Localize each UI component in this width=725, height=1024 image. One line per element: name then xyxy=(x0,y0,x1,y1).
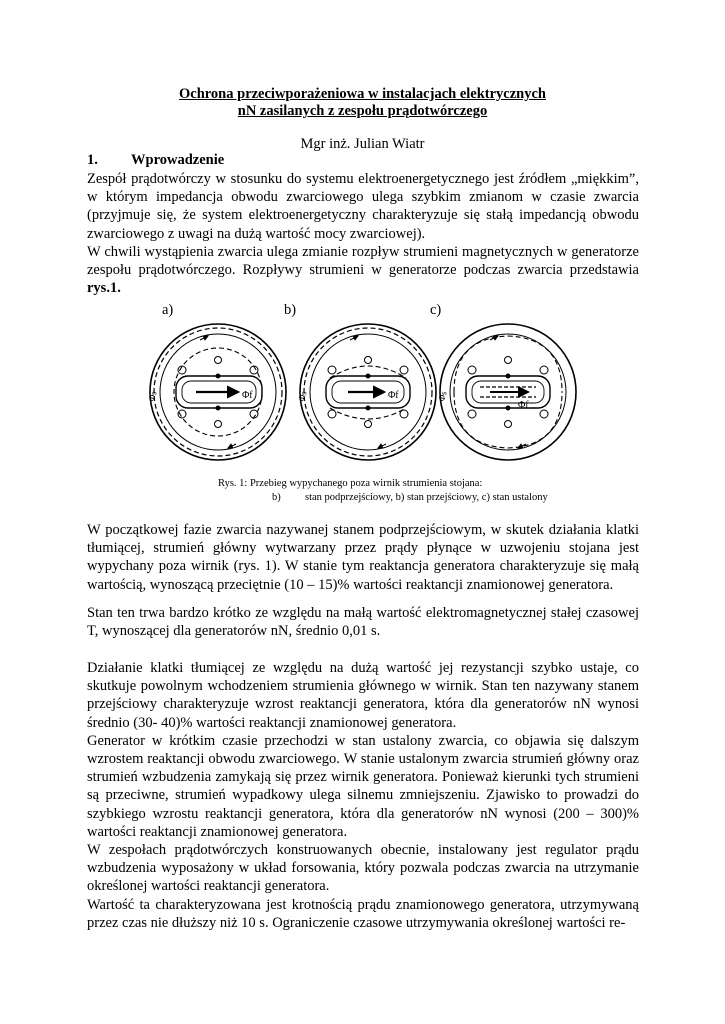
caption-item-text: stan podprzejściowy, b) stan przejściowy, c) stan ustalony xyxy=(305,492,548,503)
paragraph-5: W zespołach prądotwórczych konstruowanych obecnie, instalowany jest regulator prądu wzbudzenia wyposażony w układ forsowania, który pozwala podczas zwarcia na utrzymanie określonej wartości reaktancji generatora. xyxy=(87,842,639,895)
section-number: 1. xyxy=(87,152,98,168)
diagram-b xyxy=(296,324,436,460)
figure-label-a: a) xyxy=(162,302,174,318)
caption-item-marker: b) xyxy=(272,492,281,503)
flux-stator-label-c: Φs xyxy=(436,390,449,403)
title-line-2: nN zasilanych z zespołu prądotwórczego xyxy=(237,103,488,119)
figure-label-b: b) xyxy=(284,302,297,318)
paragraph-4: Generator w krótkim czasie przechodzi w stan ustalony zwarcia, co objawia się dalszym wzrostem reaktancji obwodu zwarciowego. W stanie ustalonym zwarcia strumień główny oraz strumień wzbudzenia zamykają się przez wirnik generatora. Ponieważ kierunki tych strumieni są przeciwne, strumień wypadkowy ulega silnemu zmniejszeniu. Zjawisko to prowadzi do szybkiego wzrostu reaktancji generatora, która dla generatorów nN wynosi (200 – 300)% wartości reaktancji znamionowej generatora. xyxy=(87,732,639,840)
intro-paragraph-2-text: W chwili wystąpienia zwarcia ulega zmianie rozpływ strumieni magnetycznych w generatorze zespołu prądotwórczego. Rozpływy strumieni w generatorze podczas zwarcia przedstawia xyxy=(87,243,639,279)
intro-block xyxy=(87,170,639,297)
generator-flux-figure xyxy=(140,318,580,468)
flux-stator-label-a: Φs xyxy=(146,390,159,403)
section-heading xyxy=(87,152,224,169)
diagram-a xyxy=(146,324,286,460)
paragraph-3: Działanie klatki tłumiącej ze względu na dużą wartość jej rezystancji szybko ustaje, co skutkuje powolnym wchodzeniem strumienia głównego w wirnik. Stan ten nazywany stanem przejściowy charakteryzuje wzrost reaktancji generatora, która dla generatorów nN wynosi średnio (30- 40)% wartości reaktancji znamionowej generatora. xyxy=(87,660,639,731)
flux-stator-label-b: Φs xyxy=(296,390,309,403)
body-block xyxy=(87,659,639,932)
paragraph-1: W początkowej fazie zwarcia nazywanej stanem podprzejściowym, w skutek działania klatki tłumiącej, strumień główny wytwarzany przez prądy płynące w uzwojeniu stojana jest wypychany poza wirnik (rys. 1). W stanie tym reaktancja generatora charakteryzuje się małą wartością, wynoszącą przeciętnie (10 – 15)% wartości reaktancji znamionowej generatora. xyxy=(87,522,639,593)
flux-rotor-label-c: Φf xyxy=(518,400,529,411)
figure-caption-line-2 xyxy=(272,491,548,505)
diagram-c xyxy=(436,324,576,460)
section-title: Wprowadzenie xyxy=(131,152,225,168)
intro-paragraph-1: Zespół prądotwórczy w stosunku do systemu elektroenergetycznego jest źródłem „miękkim”, w którym impedancja obwodu zwarciowego ulega szybkim zmianom w czasie zwarcia (przyjmuje się, że system elektroenergetyczny charakteryzuje się stałą impedancją obwodu zwarciowego z uwagi na dużą wartość mocy zwarciowej). xyxy=(87,171,639,242)
figure-label-c: c) xyxy=(430,302,442,318)
title-line-1: Ochrona przeciwporażeniowa w instalacjach elektrycznych xyxy=(178,86,546,102)
intro-paragraph-2 xyxy=(87,243,639,298)
figure-caption-line-1: Rys. 1: Przebieg wypychanego poza wirnik strumienia stojana: xyxy=(218,478,483,489)
paragraph-6: Wartość ta charakteryzowana jest krotnością prądu znamionowego generatora, utrzymywaną przez czas nie dłuższy niż 10 s. Ograniczenie czasowe utrzymywania określonej wartości re- xyxy=(87,896,639,931)
flux-rotor-label-a: Φf xyxy=(242,390,253,401)
paragraph-2: Stan ten trwa bardzo krótko ze względu na małą wartość elektromagnetycznej stałej czasowej T, wynoszącej dla generatorów nN, średnio 0,01 s. xyxy=(87,605,639,640)
figure-reference: rys.1. xyxy=(87,280,121,297)
flux-rotor-label-b: Φf xyxy=(388,390,399,401)
author: Mgr inż. Julian Wiatr xyxy=(300,136,425,152)
